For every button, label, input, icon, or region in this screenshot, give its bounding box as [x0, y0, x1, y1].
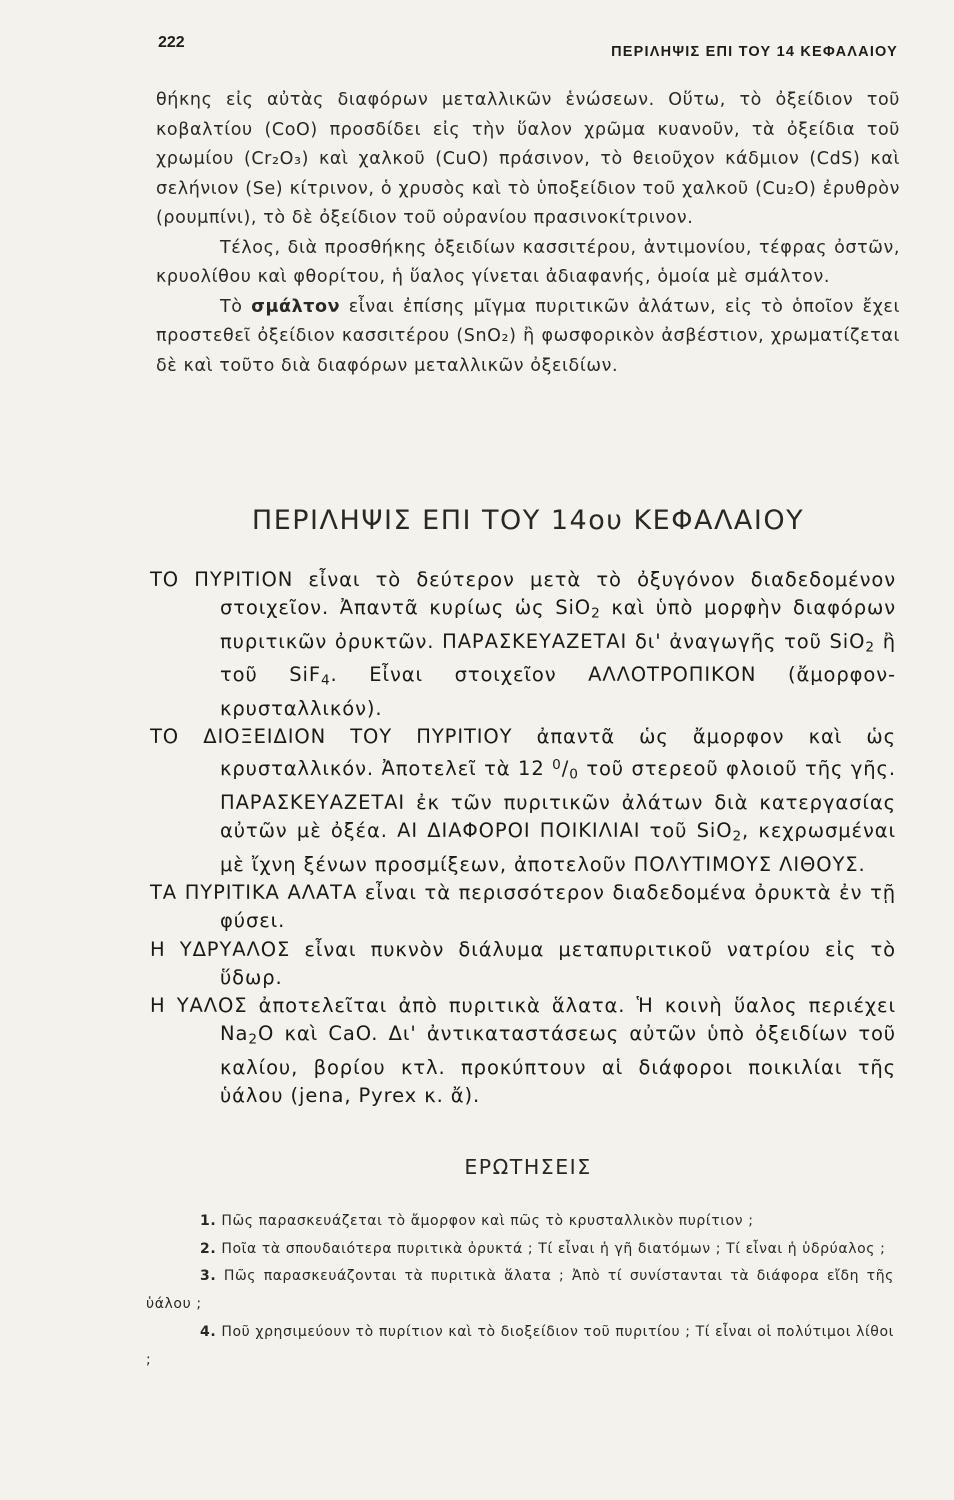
summary-item-water-glass: Η ΥΔΡΥΑΛΟΣ εἶναι πυκνὸν διάλυμα μεταπυριτικοῦ νατρίου εἰς τὸ ὕδωρ.	[150, 937, 896, 989]
summary-item-silicon-dioxide: ΤΟ ΔΙΟΞΕΙΔΙΟΝ ΤΟΥ ΠΥΡΙΤΙΟΥ ἀπαντᾶ ὡς ἄμορφον καὶ ὡς κρυσταλλικόν. Ἀποτελεῖ τὰ 12 $^0/_0$ τοῦ στερεοῦ φλοιοῦ τῆς γῆς. ΠΑΡΑΣΚΕΥΑΖΕΤΑΙ ἐκ τῶν πυριτικῶν ἀλάτων διὰ κατεργασίας αὐτῶν μὲ ὀξέα. ΑΙ ΔΙΑΦΟΡΟΙ ΠΟΙΚΙΛΙΑΙ τοῦ SiO$_2$, κεχρωσμέναι μὲ ἴχνη ξένων προσμίξεων, ἀποτελοῦν ΠΟΛΥΤΙΜΟΥΣ ΛΙΘΟΥΣ.	[150, 725, 896, 876]
term-smalton: σμάλτον	[251, 296, 341, 317]
para3-lead: Τὸ	[220, 296, 243, 317]
running-head: ΠΕΡΙΛΗΨΙΣ ΕΠΙ ΤΟΥ 14 ΚΕΦΑΛΑΙΟΥ	[611, 44, 898, 60]
summary-item-glass: Η ΥΑΛΟΣ ἀποτελεῖται ἀπὸ πυριτικὰ ἅλατα. Ἡ κοινὴ ὕαλος περιέχει $Na_2O$ καὶ CaO. Δι' ἀντικαταστάσεως αὐτῶν ὑπὸ ὀξειδίων τοῦ καλίου, βορίου κτλ. προκύπτουν αἱ διάφοροι ποικιλίαι τῆς ὑάλου (jena, Pyrex κ. ἄ).	[150, 994, 896, 1108]
page-number: 222	[158, 34, 185, 51]
body-paragraph-3	[156, 293, 900, 382]
para3-rest: εἶναι ἐπίσης μῖγμα πυριτικῶν ἀλάτων, εἰς τὸ ὁποῖον ἔχει προστεθεῖ ὀξείδιον κασσιτέρου (SnO₂) ἢ φωσφορικὸν ἀσβέστιον, χρωματίζεται δὲ καὶ τοῦτο διὰ διαφόρων μεταλλικῶν ὀξειδίων.	[156, 296, 900, 376]
question-item: 4. Ποῦ χρησιμεύουν τὸ πυρίτιον καὶ τὸ διοξείδιον τοῦ πυριτίου ; Τί εἶναι οἱ πολύτιμοι λίθοι ;	[146, 1323, 894, 1368]
question-item: 3. Πῶς παρασκευάζονται τὰ πυριτικὰ ἅλατα ; Ἀπὸ τί συνίστανται τὰ διάφορα εἴδη τῆς ὑάλου ;	[146, 1268, 894, 1313]
questions-title: ΕΡΩΤΗΣΕΙΣ	[464, 1155, 592, 1179]
body-text	[156, 86, 900, 381]
body-paragraph-2: Τέλος, διὰ προσθήκης ὀξειδίων κασσιτέρου, ἀντιμονίου, τέφρας ὀστῶν, κρυολίθου καὶ φθορίτου, ἡ ὕαλος γίνεται ἀδιαφανής, ὁμοία μὲ σμάλτον.	[156, 237, 900, 287]
summary-item-silicates: ΤΑ ΠΥΡΙΤΙΚΑ ΑΛΑΤΑ εἶναι τὰ περισσότερον διαδεδομένα ὀρυκτὰ ἐν τῇ φύσει.	[150, 881, 896, 933]
summary-item-silicon: ΤΟ ΠΥΡΙΤΙΟΝ εἶναι τὸ δεύτερον μετὰ τὸ ὀξυγόνον διαδεδομένον στοιχεῖον. Ἀπαντᾶ κυρίως ὡς SiO$_2$ καὶ ὑπὸ μορφὴν διαφόρων πυριτικῶν ὀρυκτῶν. ΠΑΡΑΣΚΕΥΑΖΕΤΑΙ δι' ἀναγωγῆς τοῦ SiO$_2$ ἢ τοῦ SiF$_4$. Εἶναι στοιχεῖον ΑΛΛΟΤΡΟΠΙΚΟΝ (ἄμορφον-κρυσταλλικόν).	[150, 568, 896, 721]
questions-list	[146, 1208, 894, 1374]
summary-title: ΠΕΡΙΛΗΨΙΣ ΕΠΙ ΤΟΥ 14ου ΚΕΦΑΛΑΙΟΥ	[251, 505, 805, 536]
question-item: 1. Πῶς παρασκευάζεται τὸ ἄμορφον καὶ πῶς τὸ κρυσταλλικὸν πυρίτιον ;	[200, 1213, 754, 1229]
body-paragraph-1: θήκης εἰς αὐτὰς διαφόρων μεταλλικῶν ἑνώσεων. Οὕτω, τὸ ὀξείδιον τοῦ κοβαλτίου (CoO) προσδίδει εἰς τὴν ὕαλον χρῶμα κυανοῦν, τὰ ὀξείδια τοῦ χρωμίου (Cr₂O₃) καὶ χαλκοῦ (CuO) πράσινον, τὸ θειοῦχον κάδμιον (CdS) καὶ σελήνιον (Se) κίτρινον, ὁ χρυσὸς καὶ τὸ ὑποξείδιον τοῦ χαλκοῦ (Cu₂O) ἐρυθρὸν (ρουμπίνι), τὸ δὲ ὀξείδιον τοῦ οὐρανίου πρασινοκίτρινον.	[156, 90, 900, 228]
summary-list	[150, 566, 896, 1110]
question-item: 2. Ποῖα τὰ σπουδαιότερα πυριτικὰ ὀρυκτά ; Τί εἶναι ἡ γῆ διατόμων ; Τί εἶναι ἡ ὑδρύαλος ;	[200, 1240, 886, 1257]
